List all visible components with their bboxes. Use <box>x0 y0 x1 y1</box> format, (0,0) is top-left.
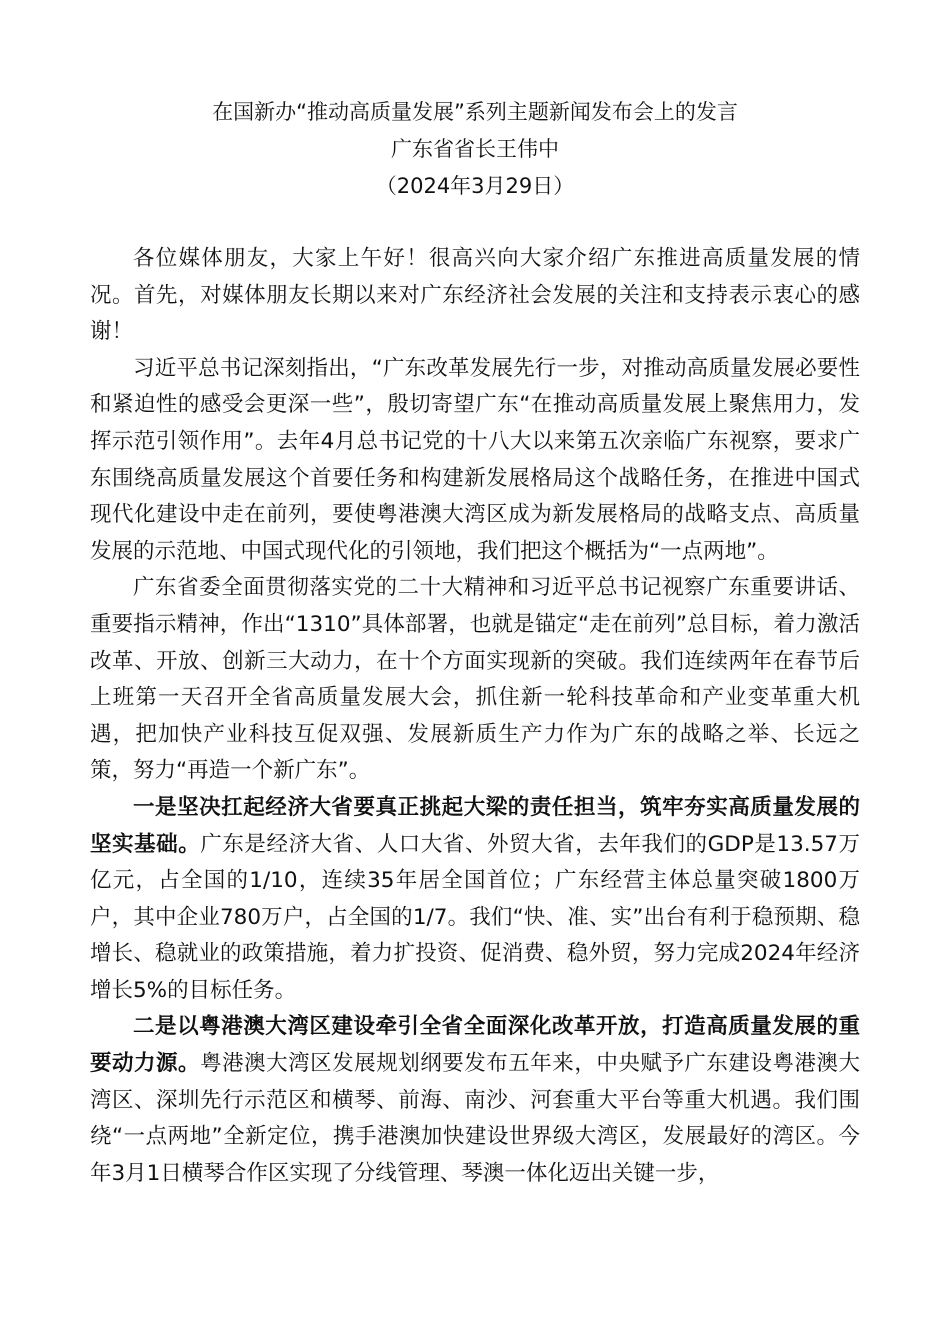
paragraph-text: 广东省委全面贯彻落实党的二十大精神和习近平总书记视察广东重要讲话、重要指示精神，作出“1310”具体部署，也就是锚定“走在前列”总目标，着力激活改革、开放、创新三大动力，在十个方面实现新的突破。我们连续两年在春节后上班第一天召开全省高质量发展大会，抓住新一轮科技革命和产业变革重大机遇，把加快产业科技互促双强、发展新质生产力作为广东的战略之举、长远之策，努力“再造一个新广东”。 <box>90 575 860 784</box>
paragraph <box>90 790 860 1010</box>
document-title: 在国新办“推动高质量发展”系列主题新闻发布会上的发言 <box>212 100 738 124</box>
speaker-line: 广东省省长王伟中 <box>391 137 559 161</box>
paragraph <box>90 241 860 351</box>
paragraph-text: 各位媒体朋友，大家上午好！很高兴向大家介绍广东推进高质量发展的情况。首先，对媒体朋友长期以来对广东经济社会发展的关注和支持表示衷心的感谢！ <box>90 246 860 345</box>
paragraph-lead: 一是坚决扛起经济大省要真正挑起大梁的责任担当，筑牢夯实高质量发展的坚实基础。 <box>90 794 860 857</box>
paragraph <box>90 1009 860 1192</box>
paragraph <box>90 570 860 790</box>
date-line: （2024年3月29日） <box>375 174 575 198</box>
paragraph-lead: 二是以粤港澳大湾区建设牵引全省全面深化改革开放，打造高质量发展的重要动力源。 <box>90 1014 860 1077</box>
paragraph-text: 习近平总书记深刻指出，“广东改革发展先行一步，对推动高质量发展必要性和紧迫性的感受会更深一些”，殷切寄望广东“在推动高质量发展上聚焦用力，发挥示范引领作用”。去年4月总书记党的十八大以来第五次亲临广东视察，要求广东围绕高质量发展这个首要任务和构建新发展格局这个战略任务，在推进中国式现代化建设中走在前列，要使粤港澳大湾区成为新发展格局的战略支点、高质量发展的示范地、中国式现代化的引领地，我们把这个概括为“一点两地”。 <box>90 355 860 564</box>
paragraph <box>90 351 860 571</box>
paragraph-text: 广东是经济大省、人口大省、外贸大省，去年我们的GDP是13.57万亿元，占全国的1/10，连续35年居全国首位；广东经营主体总量突破1800万户，其中企业780万户，占全国的1/7。我们“快、准、实”出台有利于稳预期、稳增长、稳就业的政策措施，着力扩投资、促消费、稳外贸，努力完成2024年经济增长5%的目标任务。 <box>90 831 860 1003</box>
title-block <box>90 94 860 205</box>
paragraph-text: 粤港澳大湾区发展规划纲要发布五年来，中央赋予广东建设粤港澳大湾区、深圳先行示范区和横琴、前海、南沙、河套重大平台等重大机遇。我们围绕“一点两地”全新定位，携手港澳加快建设世界级大湾区，发展最好的湾区。今年3月1日横琴合作区实现了分线管理、琴澳一体化迈出关键一步， <box>90 1051 860 1186</box>
